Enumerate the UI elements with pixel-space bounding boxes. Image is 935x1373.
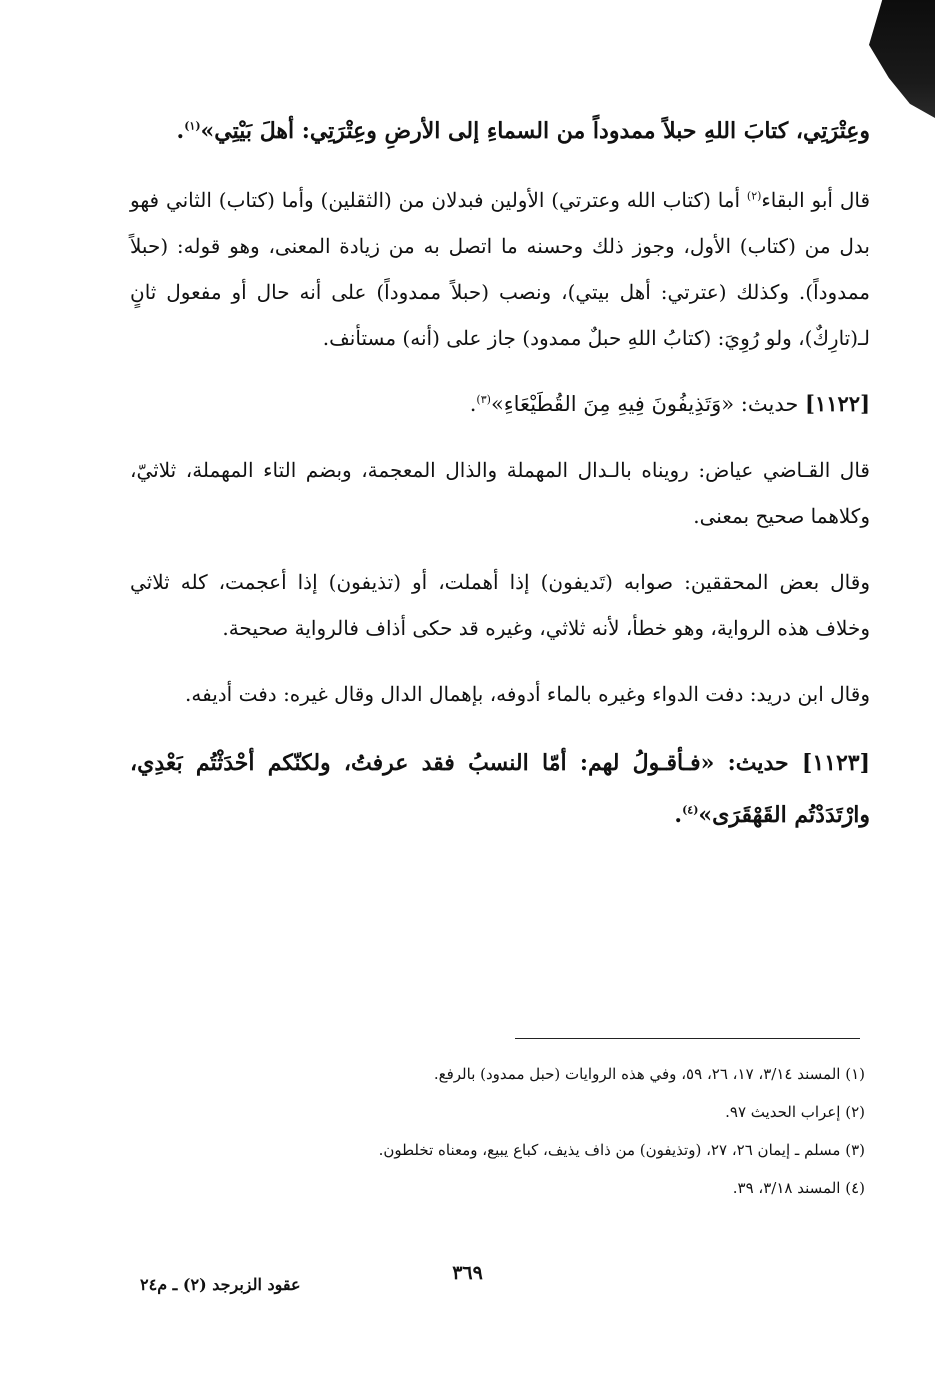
footnote-1: (١) المسند ٣/١٤، ١٧، ٢٦، ٥٩، وفي هذه الروايات (حبل ممدود) بالرفع. — [433, 1065, 865, 1083]
paragraph-hadith-1122 — [130, 381, 870, 427]
footnote-ref[interactable]: (٢) — [746, 189, 762, 203]
paragraph-end: . — [176, 118, 185, 144]
footnote-ref[interactable]: (٤) — [682, 803, 699, 817]
footnote-3: (٣) مسلم ـ إيمان ٢٦، ٢٧، (وتذيفون) من ذاف يذيف، كباع يبيع، ومعناه تخلطون. — [378, 1141, 865, 1159]
footnote-4: (٤) المسند ٣/١٨، ٣٩. — [732, 1179, 865, 1197]
paragraph-hadith-1123 — [130, 737, 870, 841]
footnote-divider — [515, 1038, 860, 1039]
paragraph-abu-albaqa — [130, 177, 870, 361]
paragraph-end: . — [469, 392, 477, 416]
paragraph-text: حديث: «فـأقـولُ لهم: أمّا النسبُ فقد عرفتُ، ولكنّكم أحْدَثْتُم بَعْدِي، وارْتَدَدْتُم القَهْقَرَى» — [130, 750, 870, 828]
page-number: ٣٦٩ — [452, 1262, 483, 1284]
footnotes — [150, 1058, 865, 1210]
paragraph-qadi-iyad: قال القـاضي عياض: رويناه بالـدال المهملة والذال المعجمة، وبضم التاء المهملة، ثلاثيّ، وكلاهما صحيح بمعنى. — [130, 458, 870, 528]
hadith-number: [١١٢٢] — [805, 391, 870, 416]
paragraph-text: وعِتْرَتِي، كتابَ اللهِ حبلاً ممدوداً من السماءِ إلى الأرضِ وعِتْرَتِي: أهلَ بَيْتِي» — [200, 118, 870, 144]
paragraph-muhaqqiqin: وقال بعض المحققين: صوابه (تَديفون) إذا أهملت، أو (تذيفون) إذا أعجمت، كله ثلاثي وخلاف هذه الرواية، وهو خطأ، لأنه ثلاثي، وغيره قد حكى أذاف فالرواية صحيحة. — [130, 570, 870, 640]
paragraph-end: . — [674, 802, 683, 828]
book-signature: عقود الزبرجد (٢) ـ م٢٤ — [140, 1275, 301, 1294]
footnote-ref[interactable]: (١) — [184, 119, 201, 133]
hadith-number: [١١٢٣] — [801, 750, 870, 776]
paragraph-text: قال أبو البقاء — [761, 188, 871, 212]
footnote-2: (٢) إعراب الحديث ٩٧. — [725, 1103, 865, 1121]
paragraph-hadith-continuation — [130, 105, 870, 157]
paragraph-text: أما (كتاب الله وعترتي) الأولين فبدلان من (الثقلين) وأما (كتاب) الثاني فهو بدل من (كتاب) الأول، وجوز ذلك وحسنه ما اتصل به من زيادة المعنى، وهو قوله: (حبلاً ممدوداً). وكذلك (عترتي: أهل بيتي)، ونصب (حبلاً ممدوداً) على أنه حال أو مفعول ثانٍ لـ(تارِكٌ)، ولو رُوِيَ: (كتابُ اللهِ حبلٌ ممدود) جاز على (أنه) مستأنف. — [130, 188, 870, 350]
paragraph-ibn-durayd: وقال ابن دريد: دفت الدواء وغيره بالماء أدوفه، بإهمال الدال وقال غيره: دفت أديفه. — [185, 682, 870, 706]
paragraph-text: حديث: «وَتَذِيفُونَ فِيهِ مِنَ القُطَيْعَاءِ» — [490, 392, 805, 416]
footnote-ref[interactable]: (٣) — [476, 393, 491, 406]
page-edge-mark — [869, 0, 935, 118]
page-body — [130, 105, 870, 861]
